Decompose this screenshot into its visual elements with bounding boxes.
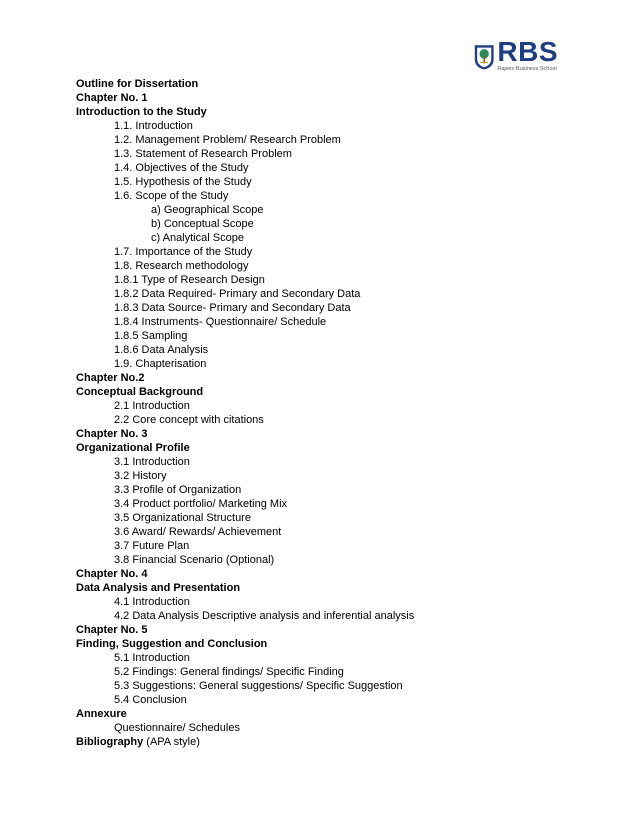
outline-item [76,147,576,161]
outline-text: Introduction to the Study [76,106,207,118]
outline-item [76,189,576,203]
outline-item [76,287,576,301]
outline-item [76,469,576,483]
outline-text: Outline for Dissertation [76,78,199,90]
outline-item [76,301,576,315]
outline-item [76,161,576,175]
outline-heading [76,427,576,441]
outline-text: Chapter No.2 [76,372,145,384]
outline-text: 1.9. Chapterisation [114,358,207,370]
outline-text: 3.5 Organizational Structure [114,512,251,524]
outline-item [76,665,576,679]
outline-text: c) Analytical Scope [151,232,244,244]
outline-text: 3.8 Financial Scenario (Optional) [114,554,275,566]
outline-heading [76,441,576,455]
outline-text: Finding, Suggestion and Conclusion [76,638,268,650]
outline-item [76,399,576,413]
outline-text: 2.1 Introduction [114,400,190,412]
outline-text: 5.3 Suggestions: General suggestions/ Specific Suggestion [114,680,403,692]
outline-item [76,133,576,147]
outline-text: 1.8.2 Data Required- Primary and Secondary Data [114,288,361,300]
outline-item [76,357,576,371]
outline-heading [76,735,576,749]
outline-text: 1.6. Scope of the Study [114,190,229,202]
outline-subitem [76,217,576,231]
outline-item [76,119,576,133]
outline-text: a) Geographical Scope [151,204,264,216]
outline-text: Data Analysis and Presentation [76,582,241,594]
outline-subitem [76,231,576,245]
outline-text: 4.1 Introduction [114,596,190,608]
outline-text: 3.3 Profile of Organization [114,484,242,496]
outline-item [76,245,576,259]
outline-heading [76,77,576,91]
crest-icon [474,40,494,74]
outline-text: 1.3. Statement of Research Problem [114,148,292,160]
outline-item [76,343,576,357]
outline-item [76,553,576,567]
outline-item [76,679,576,693]
outline-text: 3.7 Future Plan [114,540,190,552]
outline-item [76,273,576,287]
outline-item [76,455,576,469]
outline-text: Annexure [76,708,127,720]
outline-text: Bibliography [76,736,144,748]
outline-text: 2.2 Core concept with citations [114,414,264,426]
outline-text: 1.8.5 Sampling [114,330,188,342]
outline-item [76,315,576,329]
outline-text: 1.2. Management Problem/ Research Problem [114,134,341,146]
outline-item [76,175,576,189]
outline-text: Chapter No. 1 [76,92,148,104]
outline-heading [76,623,576,637]
outline-text: 1.7. Importance of the Study [114,246,253,258]
outline-text: 3.6 Award/ Rewards/ Achievement [114,526,282,538]
outline-text: Chapter No. 3 [76,428,148,440]
outline-item [76,329,576,343]
outline-text: 1.8.1 Type of Research Design [114,274,265,286]
outline-text: 1.8.6 Data Analysis [114,344,209,356]
outline-heading [76,91,576,105]
outline-heading [76,637,576,651]
outline-item [76,609,576,623]
outline-text: 3.1 Introduction [114,456,190,468]
outline-text: 1.1. Introduction [114,120,193,132]
outline-heading [76,105,576,119]
outline-text: Chapter No. 4 [76,568,148,580]
logo-subtitle: Rajeev Business School [497,66,557,72]
outline-text: 5.1 Introduction [114,652,190,664]
outline-heading [76,385,576,399]
outline-text: Questionnaire/ Schedules [114,722,240,734]
outline-item [76,539,576,553]
outline-subitem [76,203,576,217]
outline-text: 3.4 Product portfolio/ Marketing Mix [114,498,288,510]
outline-text: Organizational Profile [76,442,190,454]
dissertation-outline [76,77,576,749]
outline-heading [76,581,576,595]
outline-text: Conceptual Background [76,386,204,398]
outline-text: 5.4 Conclusion [114,694,187,706]
outline-text-suffix: (APA style) [143,736,200,748]
outline-text: 1.8. Research methodology [114,260,249,272]
outline-text: b) Conceptual Scope [151,218,254,230]
outline-text: 1.8.4 Instruments- Questionnaire/ Schedule [114,316,327,328]
outline-item [76,693,576,707]
rbs-logo [474,38,558,78]
outline-item [76,483,576,497]
outline-text: 3.2 History [114,470,167,482]
outline-text: 5.2 Findings: General findings/ Specific Finding [114,666,344,678]
outline-text: 1.8.3 Data Source- Primary and Secondary Data [114,302,351,314]
outline-item [76,497,576,511]
outline-text: Chapter No. 5 [76,624,148,636]
outline-item [76,259,576,273]
outline-heading [76,707,576,721]
outline-text: 1.4. Objectives of the Study [114,162,249,174]
outline-text: 1.5. Hypothesis of the Study [114,176,252,188]
outline-item [76,511,576,525]
outline-heading [76,567,576,581]
outline-item [76,651,576,665]
outline-item [76,413,576,427]
outline-item [76,721,576,735]
outline-text: 4.2 Data Analysis Descriptive analysis and inferential analysis [114,610,415,622]
logo-wordmark: RBS [497,36,558,67]
outline-item [76,525,576,539]
outline-item [76,595,576,609]
outline-heading [76,371,576,385]
